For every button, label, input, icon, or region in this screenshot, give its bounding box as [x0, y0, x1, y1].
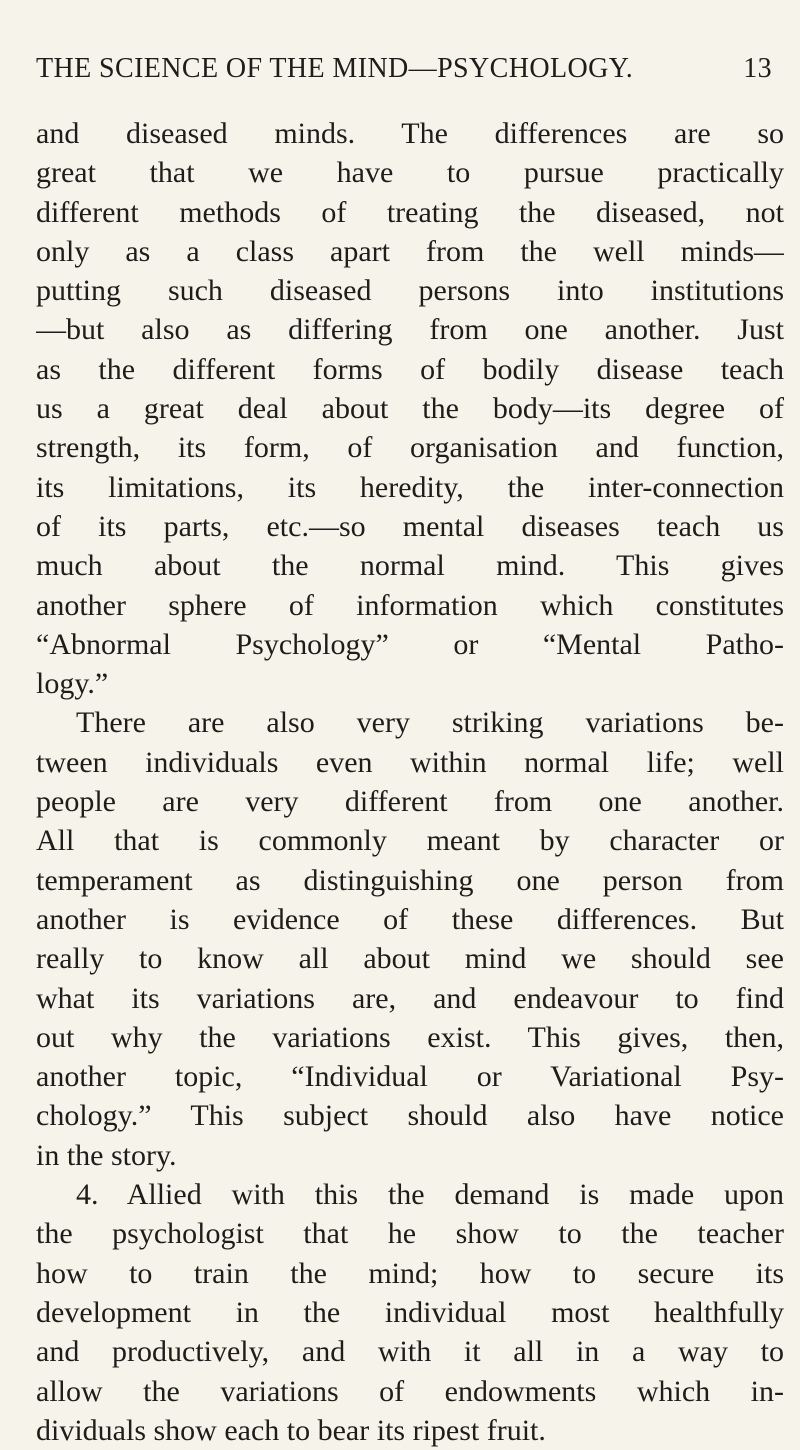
text-line: and productively, and with it all in a way to — [36, 1335, 784, 1369]
text-line: another topic, “Individual or Variational Psy- — [36, 1060, 784, 1094]
body-text — [36, 114, 784, 1450]
text-line: only as a class apart from the well minds— — [36, 234, 784, 268]
text-line: There are also very striking variations be- — [76, 706, 784, 740]
text-line: tween individuals even within normal life; well — [36, 745, 784, 779]
page-number: 13 — [743, 53, 772, 84]
text-line: 4. Allied with this the demand is made upon — [76, 1178, 784, 1212]
text-line: allow the variations of endowments which in- — [36, 1374, 784, 1408]
text-line: another is evidence of these differences. But — [36, 902, 784, 936]
text-line: development in the individual most healthfully — [36, 1295, 784, 1329]
text-line: its limitations, its heredity, the inter-connection — [36, 470, 784, 504]
text-line: great that we have to pursue practically — [36, 156, 784, 190]
text-line: what its variations are, and endeavour to find — [36, 981, 784, 1015]
text-line: strength, its form, of organisation and function, — [36, 431, 784, 465]
text-line: different methods of treating the diseased, not — [36, 195, 784, 229]
text-line: temperament as distinguishing one person from — [36, 863, 784, 897]
text-line: much about the normal mind. This gives — [36, 549, 784, 583]
text-line: us a great deal about the body—its degree of — [36, 392, 784, 426]
text-line: logy.” — [36, 667, 109, 701]
text-line: —but also as differing from one another. Just — [36, 313, 784, 347]
text-line: the psychologist that he show to the teacher — [36, 1217, 784, 1251]
text-line: really to know all about mind we should see — [36, 942, 784, 976]
text-line: and diseased minds. The differences are so — [36, 117, 784, 150]
text-line: out why the variations exist. This gives, then, — [36, 1020, 784, 1054]
text-line: of its parts, etc.—so mental diseases teach us — [36, 509, 784, 543]
text-line: All that is commonly meant by character or — [36, 824, 784, 858]
text-line: people are very different from one another. — [36, 785, 784, 819]
text-line: another sphere of information which constitutes — [36, 588, 784, 622]
text-line: putting such diseased persons into institutions — [36, 274, 784, 308]
text-line: chology.” This subject should also have notice — [36, 1099, 784, 1133]
text-line: as the different forms of bodily disease teach — [36, 352, 784, 386]
text-line: dividuals show each to bear its ripest fruit. — [36, 1413, 546, 1447]
text-line: “Abnormal Psychology” or “Mental Patho- — [36, 627, 784, 661]
running-title: THE SCIENCE OF THE MIND—PSYCHOLOGY. — [36, 53, 634, 84]
text-line: in the story. — [36, 1138, 177, 1172]
text-line: how to train the mind; how to secure its — [36, 1256, 784, 1290]
running-head — [36, 52, 772, 86]
